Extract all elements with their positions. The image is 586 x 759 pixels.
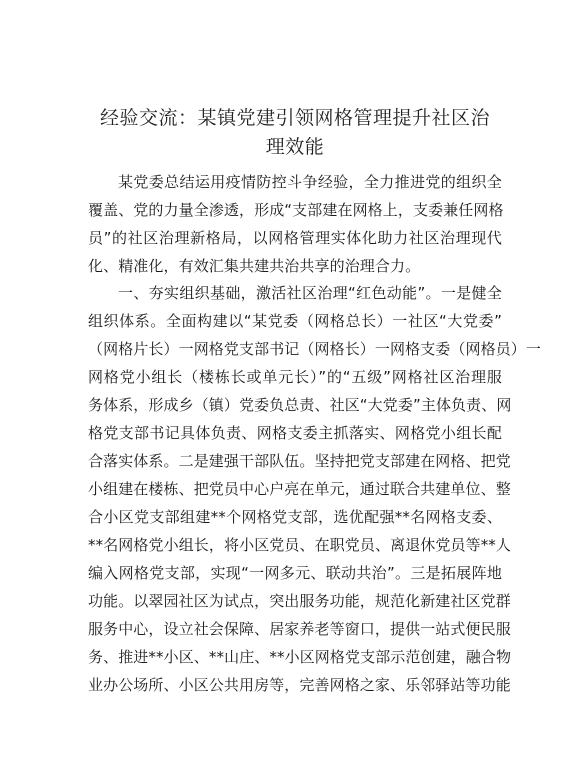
paragraph-1	[88, 168, 502, 280]
paragraph-line: 网格党小组长（楼栋长或单元长）”的“五级”网格社区治理服	[88, 368, 502, 386]
paragraph-line: 格党支部书记具体负责、网格支委主抓落实、网格党小组长配	[88, 424, 502, 442]
paragraph-line: 合小区党支部组建**个网格党支部，选优配强**名网格支委、	[88, 508, 502, 526]
paragraph-line: 务、推进**小区、**山庄、**小区网格党支部示范创建，融合物	[88, 648, 512, 666]
title-line-1: 经验交流：某镇党建引领网格管理提升社区治	[99, 107, 490, 129]
paragraph-line: **名网格党小组长，将小区党员、在职党员、离退休党员等**人	[88, 536, 512, 554]
paragraph-line: 员”的社区治理新格局，以网格管理实体化助力社区治理现代	[88, 229, 502, 247]
paragraph-line: 编入网格党支部，实现“一网多元、联动共治”。三是拓展阵地	[88, 564, 502, 582]
paragraph-line: （网格片长）一网格党支部书记（网格长）一网格支委（网格员）一	[88, 340, 542, 358]
paragraph-line: 务体系，形成乡（镇）党委负总责、社区“大党委”主体负责、网	[88, 396, 512, 414]
paragraph-line: 合落实体系。二是建强干部队伍。坚持把党支部建在网格、把党	[88, 452, 511, 470]
paragraph-2	[88, 279, 542, 699]
paragraph-line: 一、夯实组织基础，激活社区治理“红色动能”。一是健全	[118, 284, 502, 302]
paragraph-line: 小组建在楼栋、把党员中心户亮在单元，通过联合共建单位、整	[88, 480, 511, 498]
paragraph-line: 组织体系。全面构建以“某党委（网格总长）一社区“大党委”	[88, 312, 502, 330]
paragraph-line: 服务中心，设立社会保障、居家养老等窗口，提供一站式便民服	[88, 620, 511, 638]
paragraph-line: 业办公场所、小区公共用房等，完善网格之家、乐邻驿站等功能	[88, 676, 511, 694]
paragraph-line: 某党委总结运用疫情防控斗争经验，全力推进党的组织全	[118, 173, 502, 191]
document-title	[88, 104, 502, 162]
paragraph-line: 功能。以翠园社区为试点，突出服务功能，规范化新建社区党群	[88, 592, 511, 610]
title-line-2: 理效能	[265, 136, 325, 158]
paragraph-line: 覆盖、党的力量全渗透，形成“支部建在网格上，支委兼任网格	[88, 201, 504, 219]
paragraph-line: 化、精准化，有效汇集共建共治共享的治理合力。	[88, 257, 421, 275]
